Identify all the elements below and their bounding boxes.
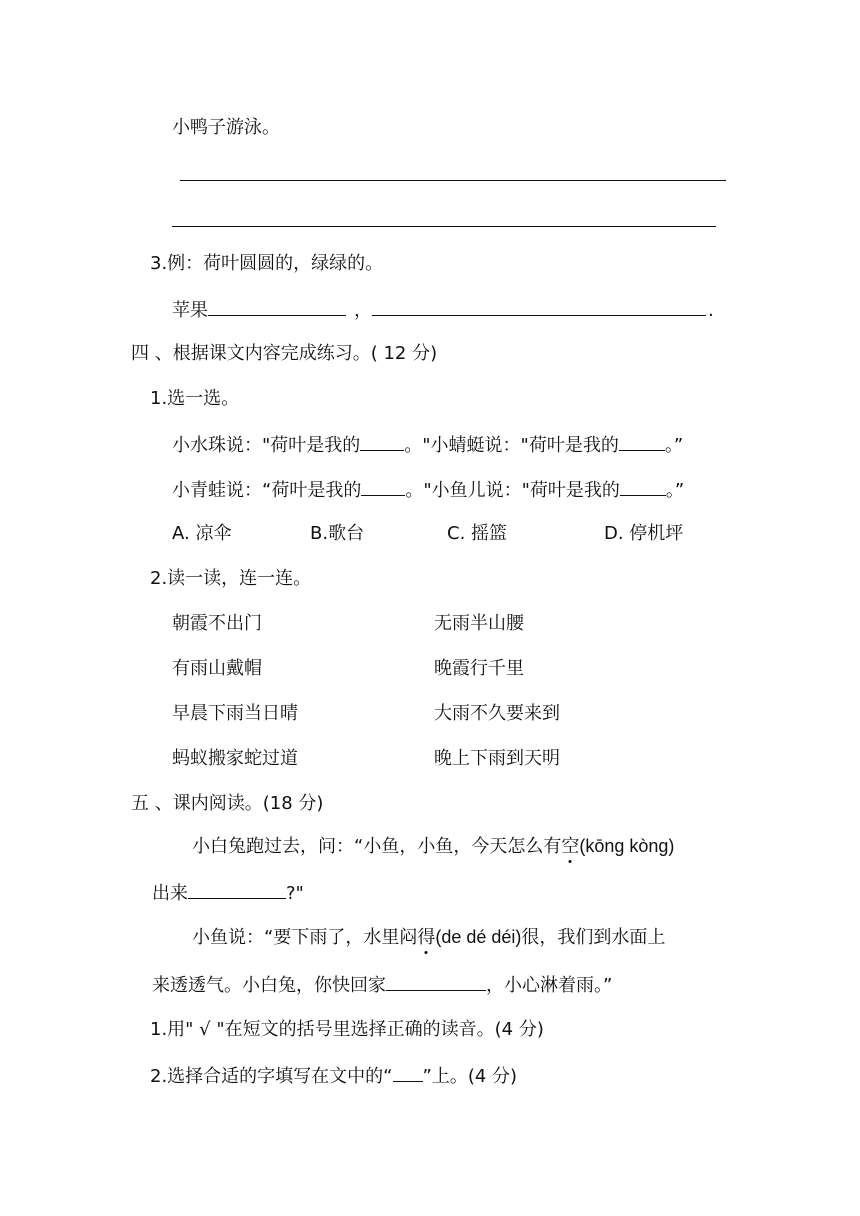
- passage-line: [152, 880, 304, 906]
- text: 小鱼说：“要下雨了，水里闷: [192, 927, 418, 948]
- text: ?": [286, 883, 304, 904]
- answer-line: [180, 180, 726, 181]
- blank: [372, 297, 706, 316]
- match-left-item: 有雨山戴帽: [172, 658, 262, 679]
- passage-line: [192, 925, 665, 950]
- match-right-item: 晚霞行千里: [434, 658, 524, 679]
- question-label: 1.选一选。: [150, 388, 240, 409]
- option-d: D. 停机坪: [604, 523, 684, 544]
- text: 来透透气。小白兔，你快回家: [152, 975, 386, 996]
- option-a: A. 凉伞: [172, 523, 232, 544]
- pinyin-options: (de dé déi)很，我们到水面上: [435, 927, 666, 947]
- exercise-text: 小鸭子游泳。: [172, 117, 280, 138]
- blank: [386, 972, 486, 991]
- dotted-char: 空: [561, 836, 580, 857]
- blank: [620, 477, 666, 496]
- match-left-item: 蚂蚁搬家蛇过道: [172, 748, 298, 769]
- section-title: 四 、根据课文内容完成练习。( 12 分): [131, 343, 438, 364]
- blank: [208, 297, 346, 316]
- text: 。"小鱼儿说："荷叶是我的: [405, 480, 620, 501]
- passage-line: [192, 834, 674, 859]
- text: 。"小蜻蜓说："荷叶是我的: [404, 435, 619, 456]
- blank: [393, 1063, 423, 1082]
- match-left-item: 早晨下雨当日晴: [172, 703, 298, 724]
- question-label: 2.读一读，连一连。: [150, 568, 312, 589]
- blank: [361, 477, 405, 496]
- question-label: 1.用" √ "在短文的括号里选择正确的读音。(4 分): [150, 1019, 544, 1040]
- pinyin-options: (kōng kòng): [579, 836, 675, 856]
- quote-line: [172, 477, 684, 503]
- quote-line: [172, 432, 683, 458]
- section-title: 五 、课内阅读。(18 分): [131, 793, 324, 814]
- match-right-item: 大雨不久要来到: [434, 703, 560, 724]
- question-label: 3.例：荷叶圆圆的，绿绿的。: [150, 253, 384, 274]
- match-right-item: 晚上下雨到天明: [434, 748, 560, 769]
- text: 。”: [665, 480, 685, 501]
- prefix-text: 苹果: [172, 300, 208, 321]
- blank: [360, 432, 404, 451]
- text: 2.选择合适的字填写在文中的“: [150, 1066, 393, 1087]
- match-right-item: 无雨半山腰: [434, 613, 524, 634]
- question-label: [150, 1063, 517, 1089]
- match-left-item: 朝霞不出门: [172, 613, 262, 634]
- comma: ，: [354, 300, 372, 321]
- text: 小青蛙说：“荷叶是我的: [172, 480, 362, 501]
- text: ”上。(4 分): [422, 1066, 518, 1087]
- text: 。”: [664, 435, 684, 456]
- answer-line: [172, 226, 716, 227]
- text: ，小心淋着雨。”: [486, 975, 613, 996]
- text: 小白兔跑过去，问：“小鱼，小鱼，今天怎么有: [192, 836, 562, 857]
- dotted-char: 得: [417, 927, 436, 948]
- blank: [188, 880, 286, 899]
- text: 小水珠说："荷叶是我的: [172, 435, 361, 456]
- option-b: B.歌台: [310, 523, 365, 544]
- passage-line: [152, 972, 612, 998]
- period: .: [708, 300, 714, 321]
- text: 出来: [152, 883, 188, 904]
- option-c: C. 摇篮: [447, 523, 508, 544]
- blank: [619, 432, 665, 451]
- fill-in-line: [172, 297, 714, 323]
